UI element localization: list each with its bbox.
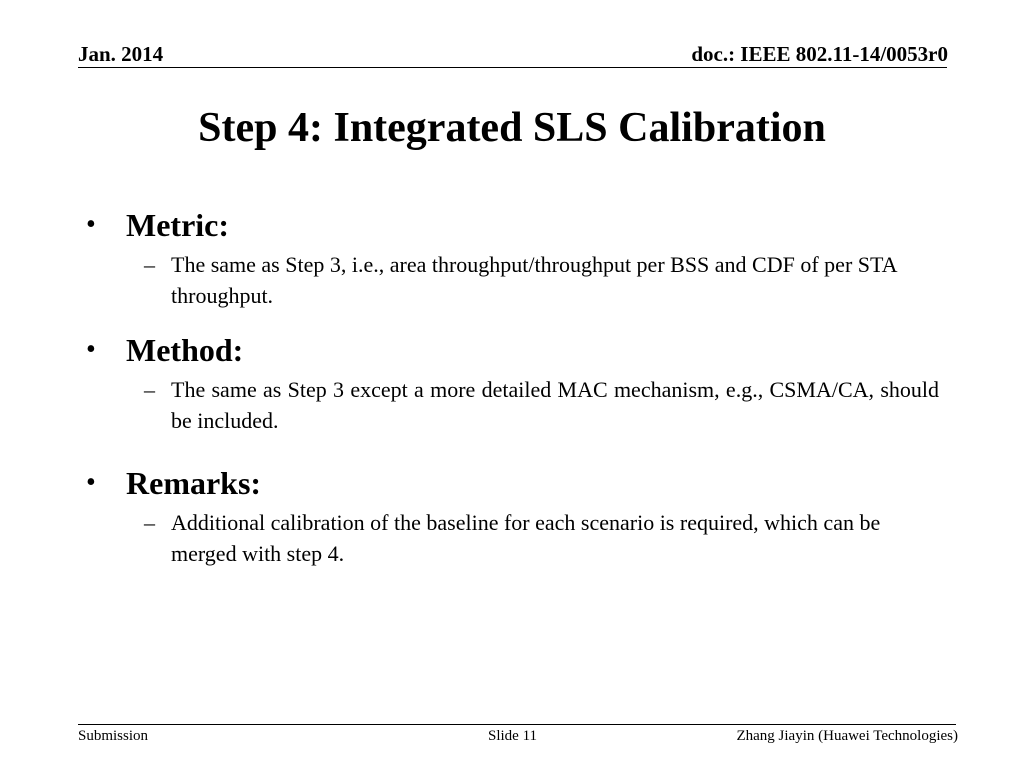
sub-bullet-text: The same as Step 3, i.e., area throughput/throughput per BSS and CDF of per STA throughput. xyxy=(171,252,897,308)
sub-bullet-text: The same as Step 3 except a more detailed MAC mechanism, e.g., CSMA/CA, should be included. xyxy=(171,377,939,433)
section-heading: Remarks: xyxy=(126,465,262,501)
header-doc-id: doc.: IEEE 802.11-14/0053r0 xyxy=(691,42,948,66)
section-remarks xyxy=(86,463,946,569)
section-metric xyxy=(86,205,946,311)
bullet-icon: • xyxy=(86,467,96,498)
header-divider xyxy=(78,67,947,68)
header-date: Jan. 2014 xyxy=(78,42,164,66)
dash-icon: – xyxy=(144,510,155,535)
section-heading: Method: xyxy=(126,332,244,368)
footer-submission: Submission xyxy=(78,728,149,744)
bullet-item xyxy=(86,330,946,374)
section-heading: Metric: xyxy=(126,207,230,243)
footer-divider xyxy=(78,724,956,725)
sub-bullet-item xyxy=(86,374,946,436)
bullet-icon: • xyxy=(86,209,96,240)
bullet-icon: • xyxy=(86,334,96,365)
slide-title: Step 4: Integrated SLS Calibration xyxy=(198,105,826,151)
bullet-item xyxy=(86,205,946,249)
sub-bullet-text: Additional calibration of the baseline for each scenario is required, which can be merged with step 4. xyxy=(171,510,881,566)
sub-bullet-item xyxy=(86,249,946,311)
footer-author: Zhang Jiayin (Huawei Technologies) xyxy=(736,728,958,744)
bullet-item xyxy=(86,463,946,507)
sub-bullet-item xyxy=(86,507,946,569)
dash-icon: – xyxy=(144,377,155,402)
footer-slide-number: Slide 11 xyxy=(488,728,538,744)
dash-icon: – xyxy=(144,252,155,277)
section-method xyxy=(86,330,946,436)
